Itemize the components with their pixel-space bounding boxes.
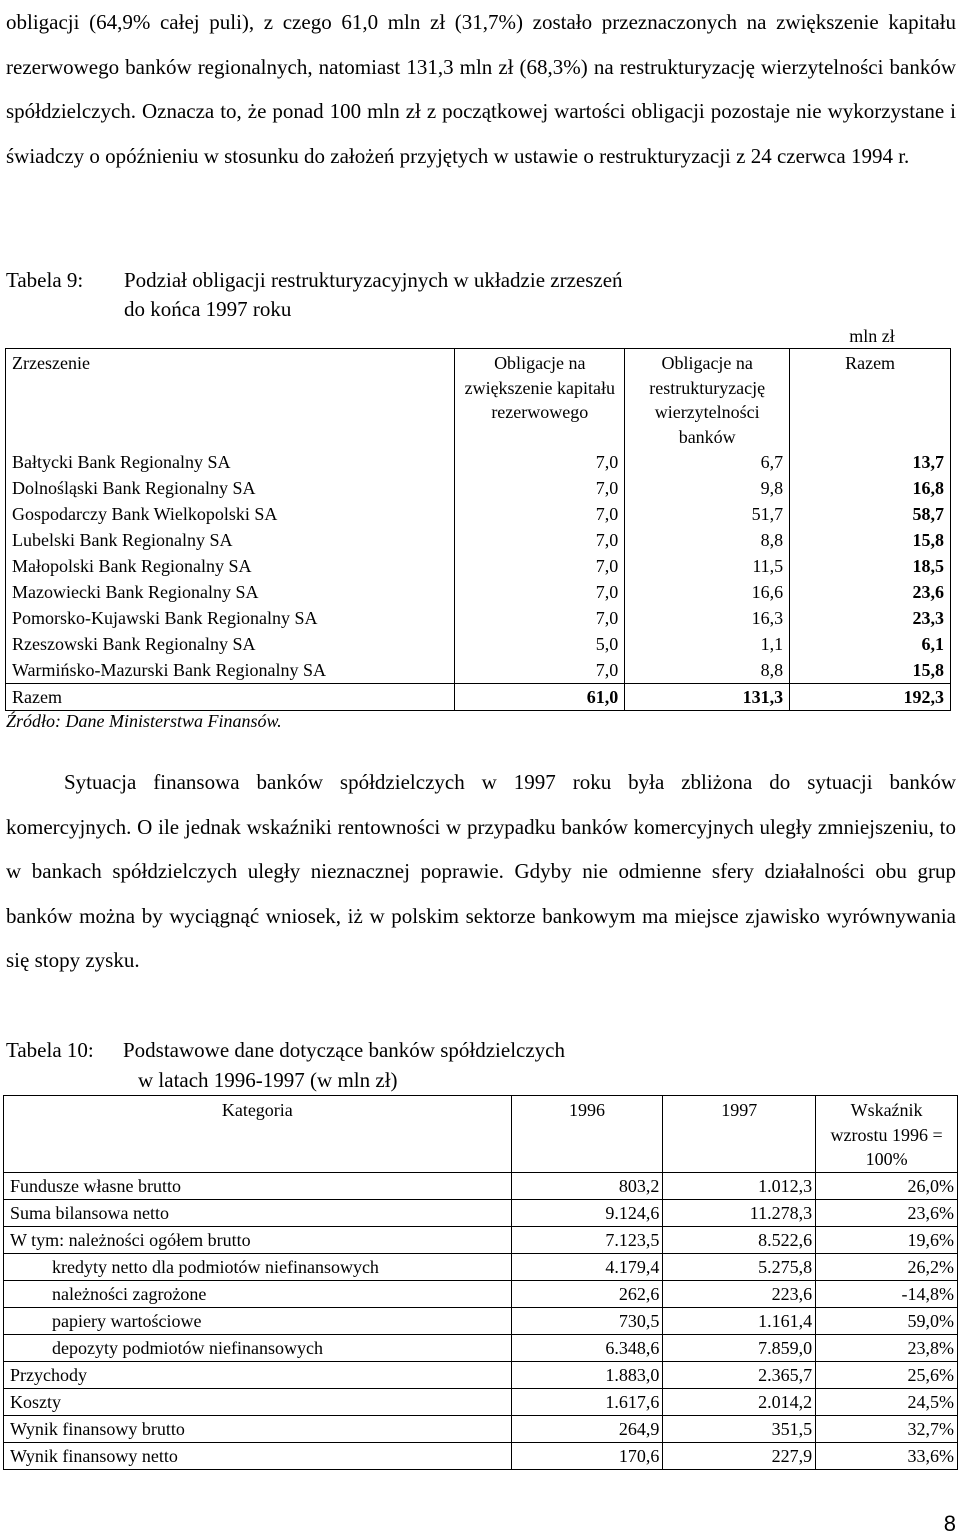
value-1997: 227,9: [663, 1442, 816, 1469]
value-1997: 1.161,4: [663, 1307, 816, 1334]
category-name: Przychody: [4, 1361, 512, 1388]
capital-value: 7,0: [455, 657, 625, 684]
association-name: Małopolski Bank Regionalny SA: [6, 553, 455, 579]
value-1997: 1.012,3: [663, 1172, 816, 1199]
restructuring-value: 16,3: [625, 605, 790, 631]
table9-caption: [6, 266, 946, 326]
capital-value: 7,0: [455, 475, 625, 501]
value-1996: 264,9: [511, 1415, 663, 1442]
value-1996: 9.124,6: [511, 1199, 663, 1226]
category-name: kredyty netto dla podmiotów niefinansowych: [4, 1253, 512, 1280]
grand-total: 192,3: [790, 684, 951, 711]
category-name: depozyty podmiotów niefinansowych: [4, 1334, 512, 1361]
value-1996: 803,2: [511, 1172, 663, 1199]
category-name: Koszty: [4, 1388, 512, 1415]
table-row: [4, 1442, 958, 1469]
intro-paragraph: obligacji (64,9% całej puli), z czego 61,0 mln zł (31,7%) zostało przeznaczonych na zwiększenie kapitału rezerwowego banków regionalnych, natomiast 131,3 mln zł (68,3%) na restrukturyzację wierzytelności banków spółdzielczych. Oznacza to, że ponad 100 mln zł z początkowej wartości obligacji pozostaje nie wykorzystane i świadczy o opóźnieniu w stosunku do założeń przyjętych w ustawie o restrukturyzacji z 24 czerwca 1994 r.: [6, 10, 956, 168]
table-row: [4, 1415, 958, 1442]
value-1996: 730,5: [511, 1307, 663, 1334]
table10: [3, 1095, 958, 1470]
table-row: [6, 475, 951, 501]
table-row: [4, 1361, 958, 1388]
table-row: [4, 1280, 958, 1307]
total-value: 16,8: [790, 475, 951, 501]
growth-index: 26,0%: [816, 1172, 958, 1199]
value-1997: 223,6: [663, 1280, 816, 1307]
association-name: Lubelski Bank Regionalny SA: [6, 527, 455, 553]
total-value: 6,1: [790, 631, 951, 657]
total-value: 18,5: [790, 553, 951, 579]
association-name: Bałtycki Bank Regionalny SA: [6, 449, 455, 475]
table-row: [4, 1199, 958, 1226]
value-1997: 2.365,7: [663, 1361, 816, 1388]
table9-header-total: Razem: [790, 349, 951, 450]
association-name: Pomorsko-Kujawski Bank Regionalny SA: [6, 605, 455, 631]
capital-value: 7,0: [455, 449, 625, 475]
table-row: [6, 553, 951, 579]
growth-index: 23,6%: [816, 1199, 958, 1226]
value-1996: 1.883,0: [511, 1361, 663, 1388]
value-1997: 8.522,6: [663, 1226, 816, 1253]
table-row: [6, 631, 951, 657]
association-name: Gospodarczy Bank Wielkopolski SA: [6, 501, 455, 527]
restructuring-value: 11,5: [625, 553, 790, 579]
value-1996: 170,6: [511, 1442, 663, 1469]
table10-title-line2: w latach 1996-1997 (w mln zł): [138, 1068, 398, 1092]
value-1996: 4.179,4: [511, 1253, 663, 1280]
total-label: Razem: [6, 684, 455, 711]
total-value: 23,6: [790, 579, 951, 605]
growth-index: 32,7%: [816, 1415, 958, 1442]
value-1997: 5.275,8: [663, 1253, 816, 1280]
table-row: [4, 1226, 958, 1253]
total-restructuring: 131,3: [625, 684, 790, 711]
association-name: Mazowiecki Bank Regionalny SA: [6, 579, 455, 605]
table-row: [6, 501, 951, 527]
table10-title-line1: Podstawowe dane dotyczące banków spółdzielczych: [123, 1038, 566, 1062]
growth-index: 19,6%: [816, 1226, 958, 1253]
value-1996: 7.123,5: [511, 1226, 663, 1253]
table9-label: Tabela 9:: [6, 268, 84, 292]
category-name: papiery wartościowe: [4, 1307, 512, 1334]
table10-header-1997: 1997: [663, 1096, 816, 1173]
value-1997: 11.278,3: [663, 1199, 816, 1226]
restructuring-value: 6,7: [625, 449, 790, 475]
table10-header-growth: Wskaźnik wzrostu 1996 = 100%: [816, 1096, 958, 1173]
table9-title-line2: do końca 1997 roku: [124, 297, 292, 321]
table9-total-row: [6, 684, 951, 711]
growth-index: 59,0%: [816, 1307, 958, 1334]
capital-value: 7,0: [455, 553, 625, 579]
value-1997: 2.014,2: [663, 1388, 816, 1415]
table10-header-1996: 1996: [511, 1096, 663, 1173]
total-value: 15,8: [790, 527, 951, 553]
table-row: [6, 657, 951, 684]
table-row: [6, 579, 951, 605]
table-row: [6, 449, 951, 475]
growth-index: 23,8%: [816, 1334, 958, 1361]
table-row: [4, 1172, 958, 1199]
table9-header-association: Zrzeszenie: [6, 349, 455, 450]
association-name: Dolnośląski Bank Regionalny SA: [6, 475, 455, 501]
capital-value: 7,0: [455, 579, 625, 605]
table-row: [4, 1388, 958, 1415]
category-name: W tym: należności ogółem brutto: [4, 1226, 512, 1253]
capital-value: 5,0: [455, 631, 625, 657]
total-value: 13,7: [790, 449, 951, 475]
table10-label: Tabela 10:: [6, 1038, 94, 1062]
growth-index: 33,6%: [816, 1442, 958, 1469]
total-value: 15,8: [790, 657, 951, 684]
table9-unit: mln zł: [849, 326, 895, 346]
table10-caption: [6, 1036, 946, 1096]
body-paragraph: Sytuacja finansowa banków spółdzielczych w 1997 roku była zbliżona do sytuacji banków komercyjnych. O ile jednak wskaźniki rentowności w przypadku banków komercyjnych uległy zmniejszeniu, to w bankach spółdzielczych uległy nieznacznej poprawie. Gdyby nie odmienne sfery działalności obu grup banków można by wyciągnąć wniosek, iż w polskim sektorze bankowym ma miejsce zjawisko wyrównywania się stopy zysku.: [6, 770, 956, 972]
growth-index: 26,2%: [816, 1253, 958, 1280]
table9-source: Źródło: Dane Ministerstwa Finansów.: [6, 711, 282, 731]
table-row: [6, 527, 951, 553]
table-row: [6, 605, 951, 631]
capital-value: 7,0: [455, 605, 625, 631]
category-name: należności zagrożone: [4, 1280, 512, 1307]
restructuring-value: 8,8: [625, 657, 790, 684]
table9-header-restructuring: Obligacje na restrukturyzację wierzytelności banków: [625, 349, 790, 450]
table-row: [4, 1307, 958, 1334]
category-name: Wynik finansowy brutto: [4, 1415, 512, 1442]
page-number: 8: [943, 1511, 956, 1536]
category-name: Fundusze własne brutto: [4, 1172, 512, 1199]
association-name: Rzeszowski Bank Regionalny SA: [6, 631, 455, 657]
value-1996: 262,6: [511, 1280, 663, 1307]
growth-index: 25,6%: [816, 1361, 958, 1388]
value-1997: 351,5: [663, 1415, 816, 1442]
total-value: 58,7: [790, 501, 951, 527]
restructuring-value: 51,7: [625, 501, 790, 527]
growth-index: -14,8%: [816, 1280, 958, 1307]
capital-value: 7,0: [455, 527, 625, 553]
restructuring-value: 9,8: [625, 475, 790, 501]
table-row: [4, 1253, 958, 1280]
value-1997: 7.859,0: [663, 1334, 816, 1361]
category-name: Wynik finansowy netto: [4, 1442, 512, 1469]
restructuring-value: 1,1: [625, 631, 790, 657]
value-1996: 6.348,6: [511, 1334, 663, 1361]
table-row: [4, 1334, 958, 1361]
table9-title-line1: Podział obligacji restrukturyzacyjnych w układzie zrzeszeń: [124, 268, 623, 292]
table10-header-category: Kategoria: [4, 1096, 512, 1173]
restructuring-value: 16,6: [625, 579, 790, 605]
value-1996: 1.617,6: [511, 1388, 663, 1415]
restructuring-value: 8,8: [625, 527, 790, 553]
association-name: Warmińsko-Mazurski Bank Regionalny SA: [6, 657, 455, 684]
table9-header-capital: Obligacje na zwiększenie kapitału rezerwowego: [455, 349, 625, 450]
growth-index: 24,5%: [816, 1388, 958, 1415]
total-capital: 61,0: [455, 684, 625, 711]
category-name: Suma bilansowa netto: [4, 1199, 512, 1226]
total-value: 23,3: [790, 605, 951, 631]
capital-value: 7,0: [455, 501, 625, 527]
table9: [5, 348, 951, 711]
